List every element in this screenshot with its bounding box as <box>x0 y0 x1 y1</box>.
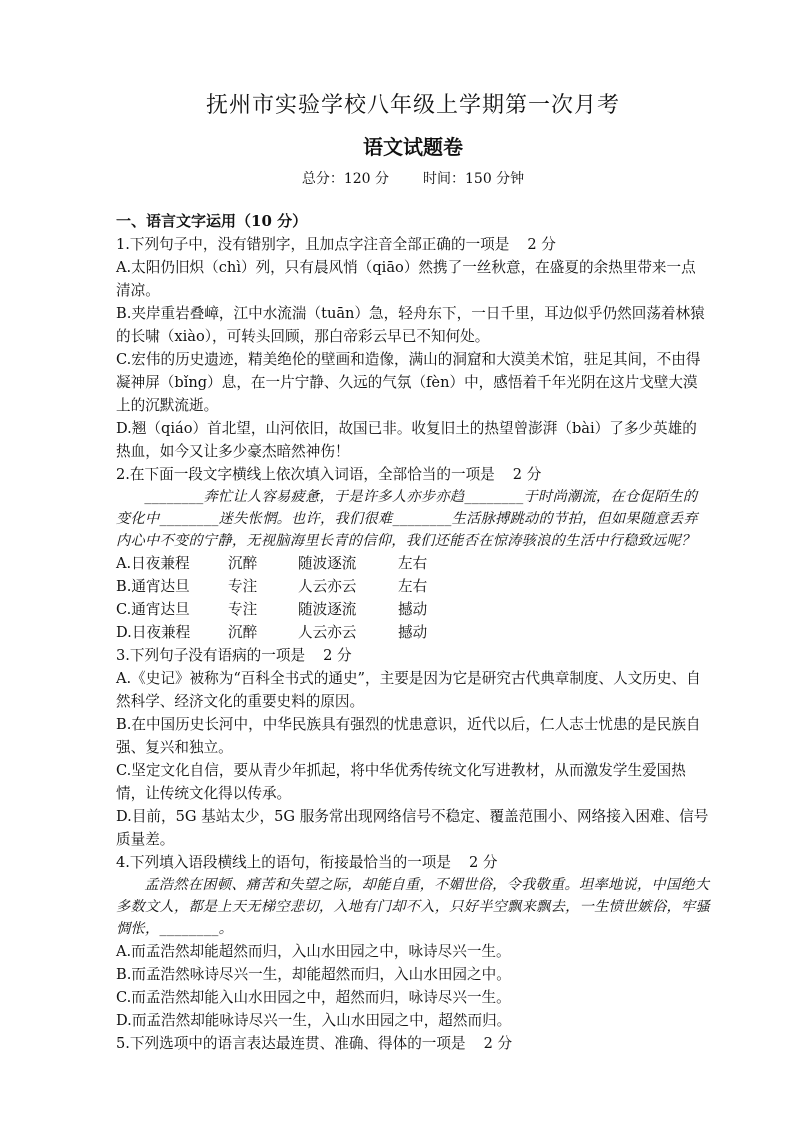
question-stem: 5.下列选项中的语言表达最连贯、准确、得体的一项是 <box>116 1035 466 1052</box>
option-word: 专注 <box>228 601 258 618</box>
question-score: 2 分 <box>323 647 352 664</box>
question-2 <box>116 463 710 486</box>
question-score: 2 分 <box>469 854 498 871</box>
question-stem: 4.下列填入语段横线上的语句，衔接最恰当的一项是 <box>116 854 451 871</box>
question-score: 2 分 <box>512 466 542 483</box>
option-word: 随波逐流 <box>298 555 357 572</box>
question-score: 2 分 <box>527 236 556 253</box>
exam-subtitle: 语文试题卷 <box>363 135 463 159</box>
q3-option-d: D.目前，5G 基站太少，5G 服务常出现网络信号不稳定、覆盖范围小、网络接入困难、信号质量差。 <box>116 808 709 848</box>
total-score: 总分：120 分 <box>301 171 389 187</box>
option-word: A.日夜兼程 <box>116 555 190 572</box>
q2-option-c <box>116 598 710 621</box>
option-word: 左右 <box>398 578 428 595</box>
q3-option-a: A.《史记》被称为“百科全书式的通史”，主要是因为它是研究古代典章制度、人文历史、自然科学、经济文化的重要史料的原因。 <box>116 670 701 710</box>
exam-time: 时间：150 分钟 <box>423 171 525 187</box>
q4-option-b: B.而孟浩然咏诗尽兴一生，却能超然而归，入山水田园之中。 <box>116 966 511 983</box>
option-word: 左右 <box>398 555 428 572</box>
option-word: 撼动 <box>398 624 428 641</box>
option-word: 沉醉 <box>228 624 258 641</box>
q4-passage: 孟浩然在困顿、痛苦和失望之际，却能自重，不媚世俗，令我敬重。坦率地说，中国绝大多数文人，都是上天无梯空悲切，入地有门却不入，只好半空飘来飘去，一生愤世嫉俗，牢骚惆怅，________。 <box>116 877 710 937</box>
q2-option-d <box>116 621 710 644</box>
section-heading: 一、语言文字运用（10 分） <box>116 212 308 230</box>
question-5 <box>116 1032 710 1055</box>
option-word: 随波逐流 <box>298 601 357 618</box>
question-score: 2 分 <box>483 1035 513 1052</box>
question-3 <box>116 644 710 667</box>
option-word: 人云亦云 <box>298 624 357 641</box>
q3-option-c: C.坚定文化自信，要从青少年抓起，将中华优秀传统文化写进教材，从而激发学生爱国热情，让传统文化得以传承。 <box>116 762 686 802</box>
q2-option-b <box>116 575 710 598</box>
q4-option-c: C.而孟浩然却能入山水田园之中，超然而归，咏诗尽兴一生。 <box>116 989 511 1006</box>
q1-option-d: D.翘（qiáo）首北望，山河依旧，故国已非。收复旧土的热望曾澎湃（bài）了多少英雄的热血，如今又让多少豪杰暗然神伤！ <box>116 420 697 460</box>
question-4 <box>116 851 710 874</box>
option-word: 专注 <box>228 578 258 595</box>
option-word: 沉醉 <box>228 555 258 572</box>
option-word: C.通宵达旦 <box>116 601 190 618</box>
q2-passage: ________奔忙让人容易疲惫，于是许多人亦步亦趋________于时尚潮流，在仓促陌生的变化中________迷失怅惘。也许，我们很难________生活脉搏跳动的节拍，但如果随意丢弃内心中不变的宁静，无视脑海里长青的信仰，我们还能否在惊涛骇浪的生活中行稳致远呢？ <box>116 489 698 549</box>
option-word: D.日夜兼程 <box>116 624 191 641</box>
exam-meta <box>116 168 710 188</box>
q1-option-c: C.宏伟的历史遗迹，精美绝伦的壁画和造像，满山的洞窟和大漠美术馆，驻足其间，不由得凝神屏（bǐng）息，在一片宁静、久远的气氛（fèn）中，感悟着千年光阴在这片戈壁大漠上的沉默流逝。 <box>116 351 701 414</box>
q3-option-b: B.在中国历史长河中，中华民族具有强烈的忧患意识，近代以后，仁人志士忧患的是民族自强、复兴和独立。 <box>116 716 701 756</box>
q1-option-a: A.太阳仍旧炽（chì）列，只有晨风悄（qiāo）然携了一丝秋意，在盛夏的余热里带来一点清凉。 <box>116 259 696 299</box>
question-stem: 1.下列句子中，没有错别字，且加点字注音全部正确的一项是 <box>116 236 510 253</box>
option-word: 撼动 <box>398 601 428 618</box>
q4-option-d: D.而孟浩然却能咏诗尽兴一生，入山水田园之中，超然而归。 <box>116 1012 512 1029</box>
q2-option-a <box>116 552 710 575</box>
exam-title: 抚州市实验学校八年级上学期第一次月考 <box>205 93 620 118</box>
option-word: 人云亦云 <box>298 578 357 595</box>
question-stem: 3.下列句子没有语病的一项是 <box>116 647 306 664</box>
q1-option-b: B.夹岸重岩叠嶂，江中水流湍（tuān）急，轻舟东下，一日千里，耳边似乎仍然回荡着林猿的长啸（xiào），可转头回顾，那白帝彩云早已不知何处。 <box>116 305 705 345</box>
option-word: B.通宵达旦 <box>116 578 190 595</box>
question-stem: 2.在下面一段文字横线上依次填入词语，全部恰当的一项是 <box>116 466 495 483</box>
q4-option-a: A.而孟浩然却能超然而归，入山水田园之中，咏诗尽兴一生。 <box>116 943 511 960</box>
question-1 <box>116 233 710 256</box>
